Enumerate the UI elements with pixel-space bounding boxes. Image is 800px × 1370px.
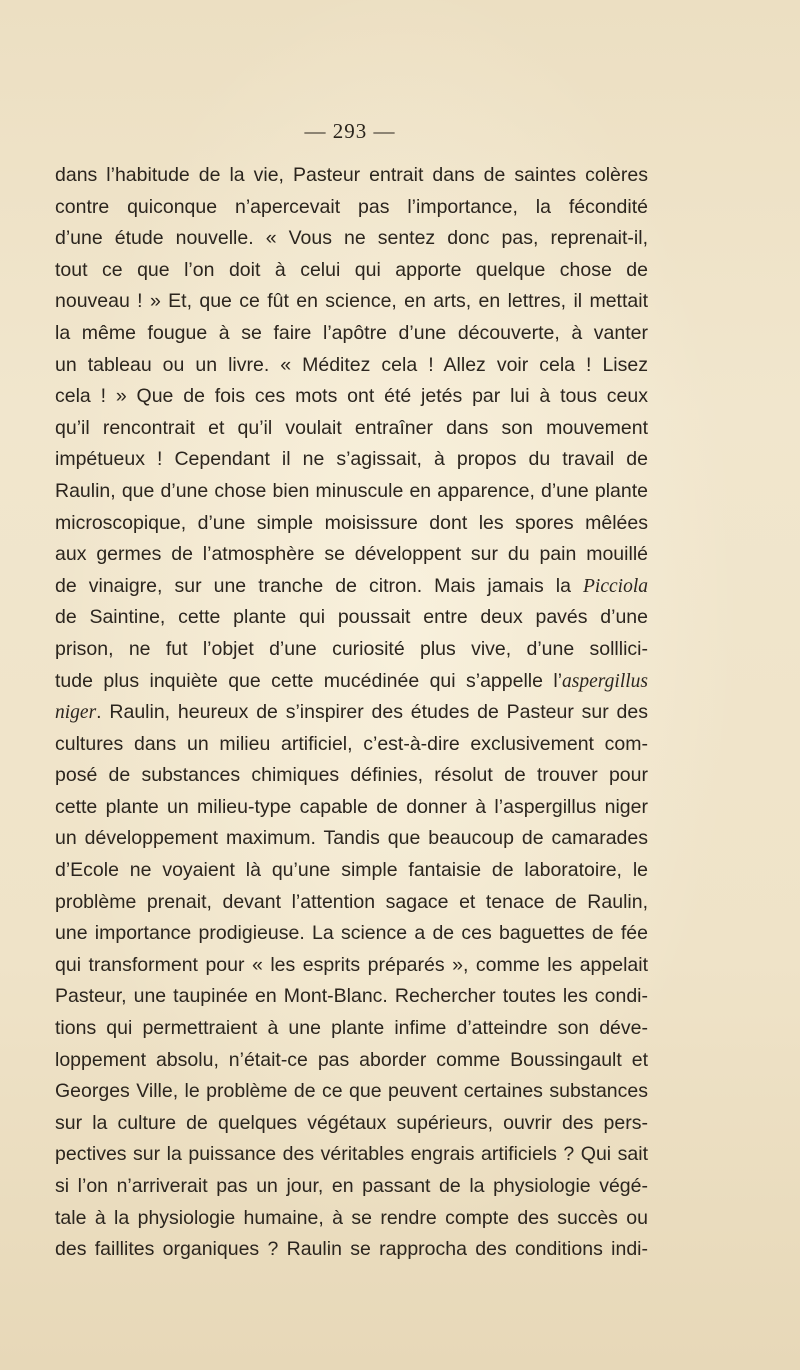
- text-run: un développement maximum. Tandis que beaucoup de camarades: [55, 827, 648, 850]
- text-line: [55, 476, 648, 508]
- text-run: loppement absolu, n’était-ce pas aborder comme Boussingault et: [55, 1048, 648, 1071]
- text-line: [55, 1234, 648, 1266]
- text-line: [55, 1076, 648, 1108]
- text-line: [55, 444, 648, 476]
- text-line: [55, 1203, 648, 1235]
- text-run: Raulin, que d’une chose bien minuscule en apparence, d’une plante: [55, 479, 648, 502]
- text-line: [55, 887, 648, 919]
- text-line: [55, 160, 648, 192]
- text-line: [55, 571, 648, 603]
- text-run: pectives sur la puissance des véritables engrais artificiels ? Qui sait: [55, 1143, 648, 1166]
- text-run: prison, ne fut l’objet d’une curiosité plus vive, d’une solllici-: [55, 637, 648, 660]
- page-number: — 293 —: [304, 119, 396, 143]
- text-run: posé de substances chimiques définies, résolut de trouver pour: [55, 764, 648, 787]
- text-run: d’Ecole ne voyaient là qu’une simple fantaisie de laboratoire, le: [55, 859, 648, 882]
- italic-text: niger: [55, 702, 97, 724]
- text-line: [55, 1171, 648, 1203]
- text-line: [55, 666, 648, 698]
- text-run: Pasteur, une taupinée en Mont-Blanc. Rechercher toutes les condi-: [55, 985, 648, 1008]
- text-line: [55, 1108, 648, 1140]
- text-line: [55, 918, 648, 950]
- text-line: [55, 255, 648, 287]
- text-run: une importance prodigieuse. La science a de ces baguettes de fée: [55, 922, 648, 945]
- text-line: [55, 286, 648, 318]
- text-run: aux germes de l’atmosphère se développent sur du pain mouillé: [55, 543, 648, 566]
- text-run: si l’on n’arriverait pas un jour, en passant de la physiologie végé-: [55, 1175, 648, 1197]
- text-line: [55, 192, 648, 224]
- text-run: tout ce que l’on doit à celui qui apporte quelque chose de: [55, 258, 648, 281]
- text-run: Georges Ville, le problème de ce que peuvent certaines substances: [55, 1080, 648, 1103]
- text-line: [55, 981, 648, 1013]
- text-run: qui transforment pour « les esprits préparés », comme les appelait: [55, 953, 648, 976]
- text-run: . Raulin, heureux de s’inspirer des études de Pasteur sur des: [96, 701, 648, 724]
- text-run: qu’il rencontrait et qu’il voulait entraîner dans son mouvement: [55, 416, 648, 439]
- text-line: [55, 350, 648, 382]
- text-run: dans l’habitude de la vie, Pasteur entrait dans de saintes colères: [55, 164, 648, 186]
- text-line: [55, 1013, 648, 1045]
- text-run: des faillites organiques ? Raulin se rapprocha des conditions indi-: [55, 1238, 648, 1261]
- text-run: cultures dans un milieu artificiel, c’est-à-dire exclusivement com-: [55, 732, 648, 755]
- italic-text: aspergillus: [562, 670, 648, 692]
- text-run: microscopique, d’une simple moisissure dont les spores mêlées: [55, 511, 648, 534]
- text-run: la même fougue à se faire l’apôtre d’une découverte, à vanter: [55, 321, 648, 344]
- italic-text: Picciola: [583, 575, 648, 597]
- text-run: un tableau ou un livre. « Méditez cela ! Allez voir cela ! Lisez: [55, 353, 648, 376]
- text-run: impétueux ! Cependant il ne s’agissait, à propos du travail de: [55, 448, 648, 471]
- text-run: cette plante un milieu-type capable de donner à l’aspergillus niger: [55, 795, 648, 818]
- text-line: [55, 602, 648, 634]
- text-run: tale à la physiologie humaine, à se rendre compte des succès ou: [55, 1206, 648, 1229]
- text-run: tude plus inquiète que cette mucédinée qui s’appelle l’: [55, 669, 563, 692]
- text-line: [55, 1139, 648, 1171]
- text-run: de Saintine, cette plante qui poussait entre deux pavés d’une: [55, 606, 648, 629]
- text-line: [55, 508, 648, 540]
- text-run: nouveau ! » Et, que ce fût en science, en arts, en lettres, il mettait: [55, 290, 648, 313]
- text-line: [55, 823, 648, 855]
- text-run: problème prenait, devant l’attention sagace et tenace de Raulin,: [55, 890, 648, 913]
- text-run: sur la culture de quelques végétaux supérieurs, ouvrir des pers-: [55, 1111, 648, 1134]
- text-line: [55, 539, 648, 571]
- text-line: [55, 634, 648, 666]
- text-line: [55, 318, 648, 350]
- text-run: tions qui permettraient à une plante infime d’atteindre son déve-: [55, 1017, 648, 1040]
- text-line: [55, 697, 648, 729]
- body-text: [55, 160, 648, 1266]
- text-line: [55, 729, 648, 761]
- text-line: [55, 223, 648, 255]
- text-run: d’une étude nouvelle. « Vous ne sentez donc pas, reprenait-il,: [55, 227, 648, 250]
- text-line: [55, 760, 648, 792]
- text-line: [55, 855, 648, 887]
- text-run: cela ! » Que de fois ces mots ont été jetés par lui à tous ceux: [55, 385, 648, 408]
- text-run: de vinaigre, sur une tranche de citron. Mais jamais la: [55, 574, 584, 597]
- text-line: [55, 381, 648, 413]
- text-line: [55, 1045, 648, 1077]
- text-line: [55, 950, 648, 982]
- text-line: [55, 792, 648, 824]
- text-run: contre quiconque n’apercevait pas l’importance, la fécondité: [55, 195, 648, 218]
- text-line: [55, 413, 648, 445]
